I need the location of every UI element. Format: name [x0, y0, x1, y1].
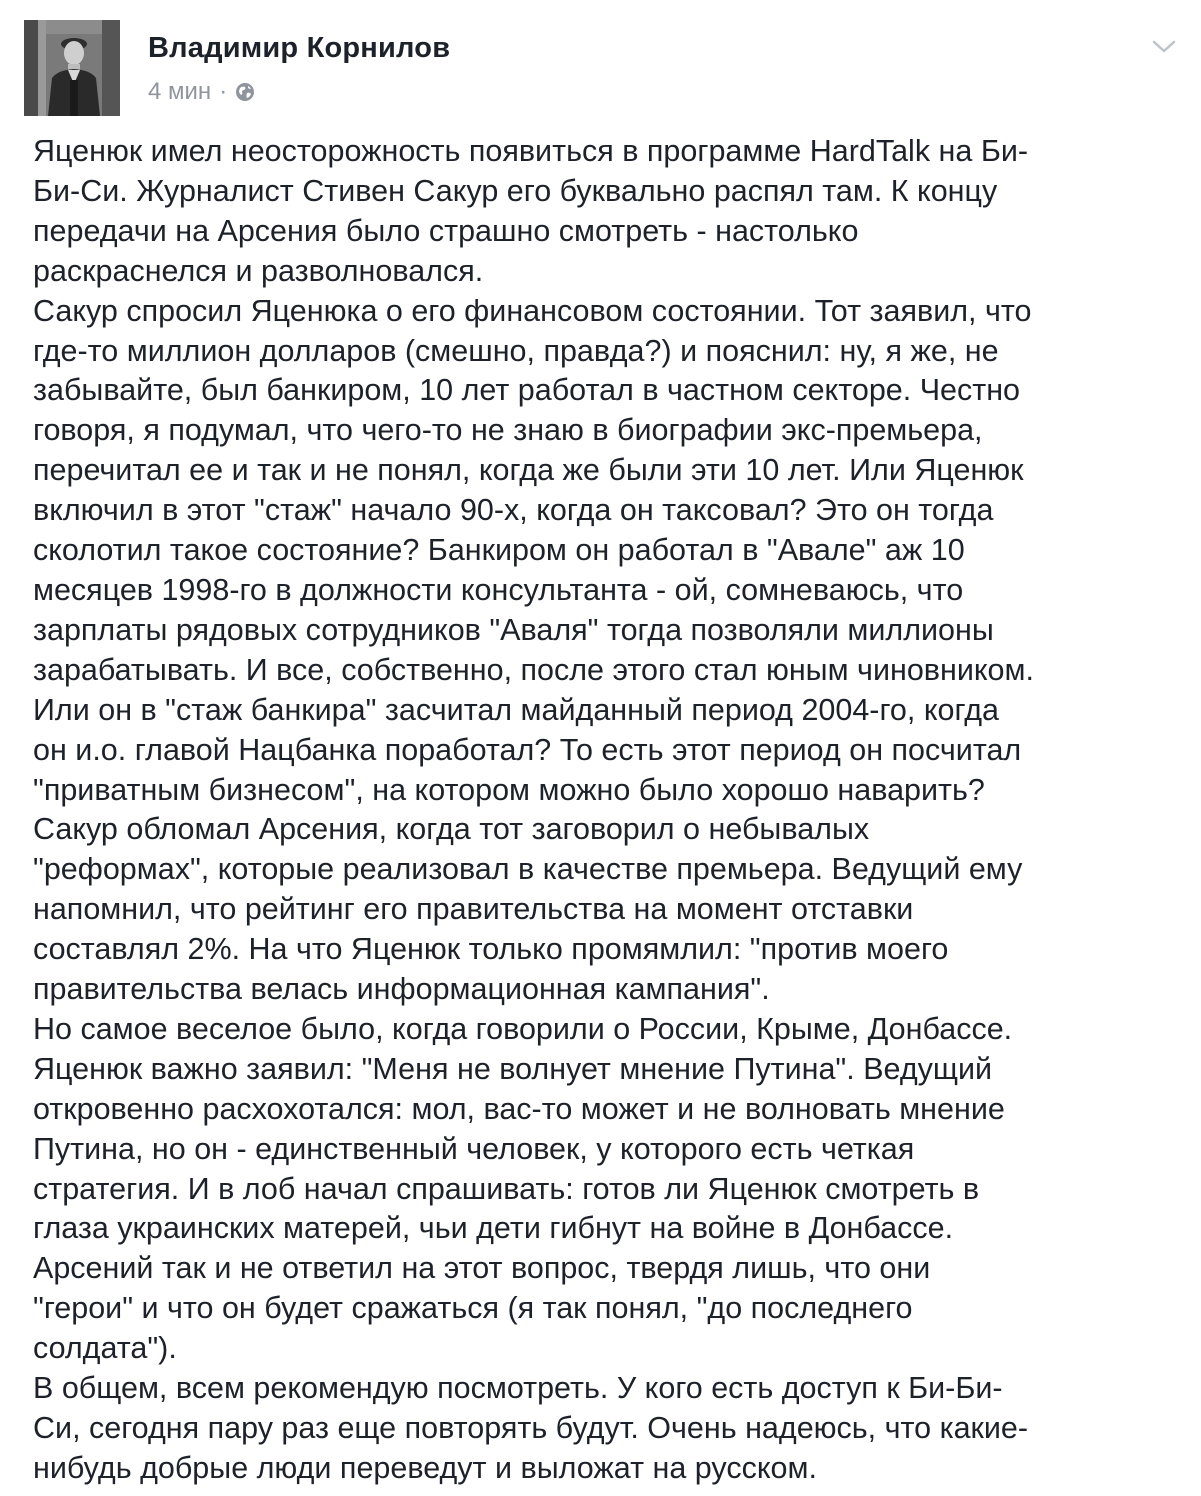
post-text-line: Сакур спросил Яценюка о его финансовом состоянии. Тот заявил, что: [33, 293, 1032, 328]
post-text-line: зарабатывать. И все, собственно, после этого стал юным чиновником.: [33, 652, 1034, 687]
post-text-line: Арсений так и не ответил на этот вопрос, твердя лишь, что они: [33, 1251, 931, 1286]
post-text: [33, 132, 1183, 1489]
chevron-down-icon[interactable]: [1151, 38, 1177, 56]
post-text-line: Сакур обломал Арсения, когда тот заговорил о небывалых: [33, 812, 870, 847]
post-text-line: Путина, но он - единственный человек, у которого есть четкая: [33, 1131, 915, 1166]
post-text-line: он и.о. главой Нацбанка поработал? То есть этот период он посчитал: [33, 732, 1022, 767]
post-text-line: В общем, всем рекомендую посмотреть. У кого есть доступ к Би-Би-: [33, 1371, 1003, 1406]
post-timestamp[interactable]: 4 мин: [148, 78, 212, 105]
meta-separator: ·: [219, 78, 228, 105]
post-text-line: стратегия. И в лоб начал спрашивать: готов ли Яценюк смотреть в: [33, 1171, 980, 1206]
post-text-line: Би-Си. Журналист Стивен Сакур его буквально распял там. К концу: [33, 173, 998, 208]
post-meta: [148, 78, 255, 106]
avatar-photo: [24, 20, 120, 116]
post-text-line: напомнил, что рейтинг его правительства на момент отставки: [33, 892, 914, 927]
post-text-line: зарплаты рядовых сотрудников "Аваля" тогда позволяли миллионы: [33, 612, 994, 647]
post-text-line: "приватным бизнесом", на котором можно было хорошо наварить?: [33, 772, 985, 807]
post-text-line: сколотил такое состояние? Банкиром он работал в "Авале" аж 10: [33, 533, 965, 568]
post-text-line: солдата").: [33, 1331, 177, 1366]
author-name[interactable]: Владимир Корнилов: [148, 32, 451, 64]
avatar[interactable]: [24, 20, 120, 116]
post-text-line: Яценюк важно заявил: "Меня не волнует мнение Путина". Ведущий: [33, 1051, 993, 1086]
post-text-line: раскраснелся и разволновался.: [33, 253, 484, 288]
post-text-line: месяцев 1998-го в должности консультанта - ой, сомневаюсь, что: [33, 572, 964, 607]
post-text-line: "реформах", которые реализовал в качестве премьера. Ведущий ему: [33, 852, 1023, 887]
post-text-line: Си, сегодня пару раз еще повторять будут. Очень надеюсь, что какие-: [33, 1411, 1029, 1445]
post-text-line: включил в этот "стаж" начало 90-х, когда он таксовал? Это он тогда: [33, 493, 994, 528]
post-text-line: откровенно расхохотался: мол, вас-то может и не волновать мнение: [33, 1091, 1005, 1126]
post-text-line: забывайте, был банкиром, 10 лет работал в частном секторе. Честно: [33, 373, 1021, 408]
post-header: [24, 20, 1177, 120]
post-text-line: составлял 2%. На что Яценюк только промямлил: "против моего: [33, 932, 949, 967]
post-text-line: передачи на Арсения было страшно смотреть - настолько: [33, 213, 859, 248]
post-text-line: глаза украинских матерей, чьи дети гибнут на войне в Донбассе.: [33, 1211, 954, 1246]
post-text-line: говоря, я подумал, что чего-то не знаю в биографии экс-премьера,: [33, 413, 983, 448]
post-text-line: правительства велась информационная кампания".: [33, 972, 770, 1007]
post-text-line: перечитал ее и так и не понял, когда же были эти 10 лет. Или Яценюк: [33, 453, 1024, 488]
post-text-line: нибудь добрые люди переведут и выложат на русском.: [33, 1450, 817, 1485]
post-text-line: Или он в "стаж банкира" засчитал майданный период 2004-го, когда: [33, 692, 999, 727]
globe-icon[interactable]: [235, 82, 255, 102]
post-text-line: Но самое веселое было, когда говорили о России, Крыме, Донбассе.: [33, 1011, 1013, 1046]
post-text-line: Яценюк имел неосторожность появиться в программе HardTalk на Би-: [33, 134, 1029, 168]
post-text-line: где-то миллион долларов (смешно, правда?) и пояснил: ну, я же, не: [33, 333, 999, 368]
post-text-line: "герои" и что он будет сражаться (я так понял, "до последнего: [33, 1291, 913, 1326]
